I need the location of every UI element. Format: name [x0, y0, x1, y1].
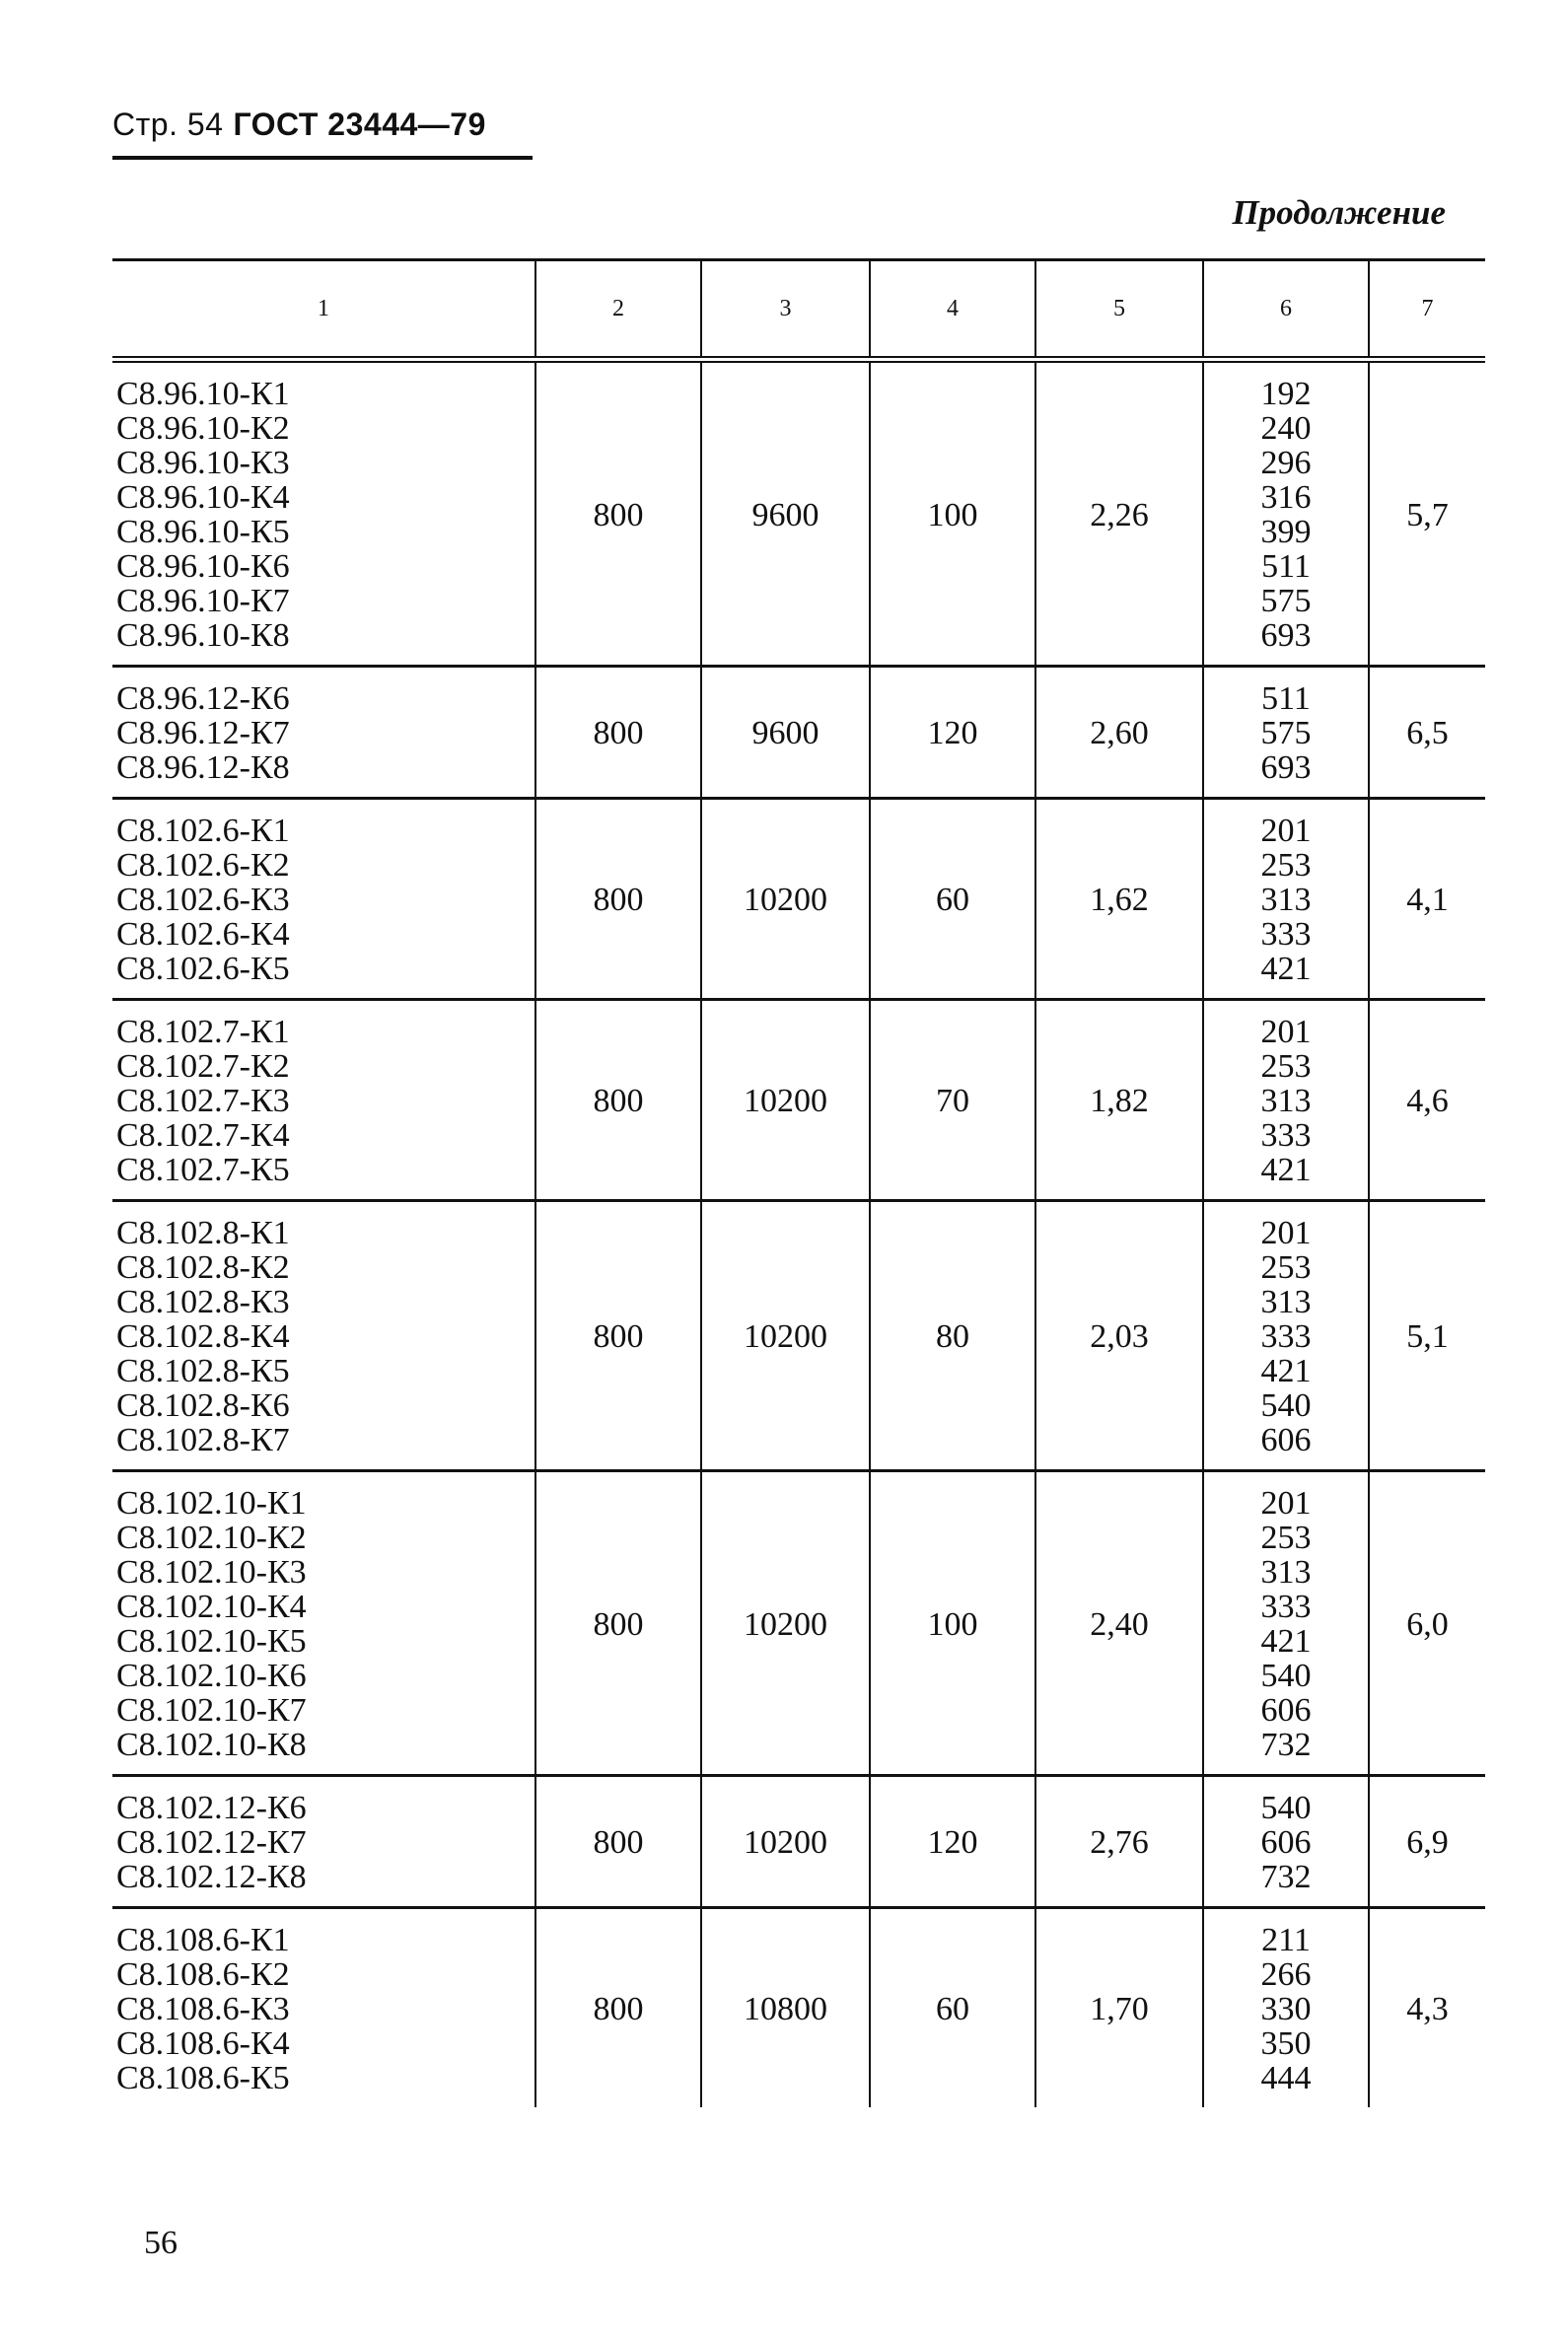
- mark-code: С8.96.10-К4: [116, 479, 290, 516]
- mark-code: С8.108.6-К4: [116, 2025, 290, 2062]
- mark-code: С8.102.7-К4: [116, 1117, 290, 1154]
- mark-code: С8.108.6-К5: [116, 2060, 290, 2096]
- spec-table: [112, 258, 1485, 2107]
- cell-marks: [112, 1908, 535, 2108]
- column-header: 1: [112, 260, 535, 360]
- table-body: [112, 360, 1485, 2108]
- mark-code: С8.102.6-К2: [116, 847, 290, 884]
- load-value: 421: [1260, 1152, 1312, 1188]
- cell-c3: 10200: [701, 1471, 870, 1776]
- mark-code: С8.102.12-К6: [116, 1790, 307, 1826]
- load-value: 350: [1260, 2025, 1312, 2062]
- cell-c6: [1203, 1776, 1369, 1908]
- cell-c3: 10200: [701, 1000, 870, 1201]
- mark-code: С8.96.12-К6: [116, 680, 290, 717]
- load-value: 693: [1260, 749, 1312, 786]
- load-value: 316: [1260, 479, 1312, 516]
- load-value: 606: [1260, 1422, 1312, 1458]
- load-value: 333: [1260, 916, 1312, 953]
- column-number-row: [112, 260, 1485, 360]
- mark-code: С8.102.7-К3: [116, 1083, 290, 1119]
- cell-marks: [112, 1471, 535, 1776]
- standard-number: ГОСТ 23444—79: [233, 106, 486, 142]
- mark-code: С8.102.12-К8: [116, 1859, 307, 1895]
- mark-code: С8.96.10-К7: [116, 583, 290, 619]
- load-value: 201: [1260, 1485, 1312, 1522]
- table-row: [112, 667, 1485, 799]
- column-header: 3: [701, 260, 870, 360]
- cell-c3: 10800: [701, 1908, 870, 2108]
- cell-c5: 2,60: [1035, 667, 1203, 799]
- cell-c4: 120: [870, 667, 1035, 799]
- mark-code: С8.102.7-К1: [116, 1014, 290, 1050]
- cell-c2: 800: [535, 1908, 701, 2108]
- load-value: 333: [1260, 1589, 1312, 1625]
- continuation-label: Продолжение: [1232, 193, 1446, 232]
- column-header: 2: [535, 260, 701, 360]
- cell-c5: 2,26: [1035, 360, 1203, 667]
- mark-code: С8.102.7-К5: [116, 1152, 290, 1188]
- mark-code: С8.108.6-К1: [116, 1922, 290, 1958]
- mark-code: С8.108.6-К2: [116, 1956, 290, 1993]
- load-value: 511: [1261, 680, 1311, 717]
- load-value: 540: [1260, 1790, 1312, 1826]
- cell-c7: 5,7: [1369, 360, 1485, 667]
- cell-c2: 800: [535, 1000, 701, 1201]
- page-label: Стр. 54: [112, 106, 224, 142]
- mark-code: С8.102.10-К8: [116, 1727, 307, 1763]
- load-value: 201: [1260, 1014, 1312, 1050]
- cell-c5: 2,76: [1035, 1776, 1203, 1908]
- cell-c2: 800: [535, 1201, 701, 1471]
- cell-c2: 800: [535, 667, 701, 799]
- load-value: 253: [1260, 1249, 1312, 1286]
- cell-marks: [112, 667, 535, 799]
- load-value: 313: [1260, 1083, 1312, 1119]
- cell-marks: [112, 1000, 535, 1201]
- cell-c5: 1,62: [1035, 799, 1203, 1000]
- mark-code: С8.102.6-К4: [116, 916, 290, 953]
- load-value: 313: [1260, 1554, 1312, 1591]
- table-row: [112, 360, 1485, 667]
- load-value: 240: [1260, 410, 1312, 447]
- mark-code: С8.96.10-К8: [116, 617, 290, 654]
- cell-c4: 80: [870, 1201, 1035, 1471]
- cell-c5: 1,70: [1035, 1908, 1203, 2108]
- table-row: [112, 1776, 1485, 1908]
- mark-code: С8.102.12-К7: [116, 1824, 307, 1861]
- load-value: 606: [1260, 1692, 1312, 1729]
- cell-marks: [112, 1776, 535, 1908]
- cell-c3: 10200: [701, 799, 870, 1000]
- mark-code: С8.102.6-К1: [116, 813, 290, 849]
- mark-code: С8.102.8-К3: [116, 1284, 290, 1320]
- page-header: [112, 106, 486, 143]
- cell-c6: [1203, 1000, 1369, 1201]
- load-value: 253: [1260, 847, 1312, 884]
- mark-code: С8.102.7-К2: [116, 1048, 290, 1085]
- load-value: 421: [1260, 1623, 1312, 1660]
- load-value: 333: [1260, 1318, 1312, 1355]
- load-value: 313: [1260, 882, 1312, 918]
- table-row: [112, 1908, 1485, 2108]
- column-header: 7: [1369, 260, 1485, 360]
- load-value: 296: [1260, 445, 1312, 481]
- mark-code: С8.102.8-К4: [116, 1318, 290, 1355]
- load-value: 540: [1260, 1387, 1312, 1424]
- load-value: 732: [1260, 1859, 1312, 1895]
- mark-code: С8.102.6-К3: [116, 882, 290, 918]
- mark-code: С8.102.10-К2: [116, 1520, 307, 1556]
- mark-code: С8.96.10-К3: [116, 445, 290, 481]
- mark-code: С8.102.8-К6: [116, 1387, 290, 1424]
- cell-c2: 800: [535, 799, 701, 1000]
- page-number: 56: [144, 2225, 178, 2261]
- mark-code: С8.96.10-К5: [116, 514, 290, 550]
- cell-c6: [1203, 1201, 1369, 1471]
- cell-c6: [1203, 667, 1369, 799]
- cell-c7: 6,0: [1369, 1471, 1485, 1776]
- load-value: 540: [1260, 1658, 1312, 1694]
- cell-c6: [1203, 360, 1369, 667]
- cell-c2: 800: [535, 1471, 701, 1776]
- load-value: 192: [1260, 376, 1312, 412]
- cell-c3: 10200: [701, 1776, 870, 1908]
- mark-code: С8.96.12-К8: [116, 749, 290, 786]
- cell-marks: [112, 799, 535, 1000]
- mark-code: С8.102.10-К5: [116, 1623, 307, 1660]
- cell-c4: 100: [870, 1471, 1035, 1776]
- table-row: [112, 1201, 1485, 1471]
- load-value: 253: [1260, 1520, 1312, 1556]
- cell-c5: 1,82: [1035, 1000, 1203, 1201]
- mark-code: С8.102.8-К5: [116, 1353, 290, 1389]
- cell-c3: 9600: [701, 667, 870, 799]
- mark-code: С8.96.10-К2: [116, 410, 290, 447]
- load-value: 575: [1260, 583, 1312, 619]
- table-row: [112, 1471, 1485, 1776]
- load-value: 575: [1260, 715, 1312, 751]
- cell-c3: 9600: [701, 360, 870, 667]
- table-row: [112, 1000, 1485, 1201]
- mark-code: С8.102.10-К7: [116, 1692, 307, 1729]
- cell-c4: 120: [870, 1776, 1035, 1908]
- load-value: 511: [1261, 548, 1311, 585]
- mark-code: С8.96.10-К1: [116, 376, 290, 412]
- load-value: 330: [1260, 1991, 1312, 2027]
- load-value: 201: [1260, 813, 1312, 849]
- cell-c5: 2,40: [1035, 1471, 1203, 1776]
- mark-code: С8.102.10-К1: [116, 1485, 307, 1522]
- cell-c4: 70: [870, 1000, 1035, 1201]
- cell-marks: [112, 1201, 535, 1471]
- cell-c7: 6,5: [1369, 667, 1485, 799]
- load-value: 253: [1260, 1048, 1312, 1085]
- mark-code: С8.102.10-К3: [116, 1554, 307, 1591]
- cell-c7: 6,9: [1369, 1776, 1485, 1908]
- mark-code: С8.102.6-К5: [116, 951, 290, 987]
- table-row: [112, 799, 1485, 1000]
- cell-c2: 800: [535, 360, 701, 667]
- mark-code: С8.102.8-К1: [116, 1215, 290, 1251]
- cell-c3: 10200: [701, 1201, 870, 1471]
- cell-c6: [1203, 1471, 1369, 1776]
- cell-marks: [112, 360, 535, 667]
- mark-code: С8.96.12-К7: [116, 715, 290, 751]
- load-value: 421: [1260, 951, 1312, 987]
- load-value: 693: [1260, 617, 1312, 654]
- load-value: 211: [1261, 1922, 1311, 1958]
- load-value: 266: [1260, 1956, 1312, 1993]
- cell-c5: 2,03: [1035, 1201, 1203, 1471]
- cell-c4: 100: [870, 360, 1035, 667]
- cell-c4: 60: [870, 799, 1035, 1000]
- load-value: 333: [1260, 1117, 1312, 1154]
- cell-c4: 60: [870, 1908, 1035, 2108]
- load-value: 732: [1260, 1727, 1312, 1763]
- mark-code: С8.102.8-К7: [116, 1422, 290, 1458]
- cell-c7: 4,6: [1369, 1000, 1485, 1201]
- cell-c6: [1203, 799, 1369, 1000]
- load-value: 399: [1260, 514, 1312, 550]
- cell-c2: 800: [535, 1776, 701, 1908]
- mark-code: С8.108.6-К3: [116, 1991, 290, 2027]
- cell-c7: 4,1: [1369, 799, 1485, 1000]
- load-value: 313: [1260, 1284, 1312, 1320]
- load-value: 606: [1260, 1824, 1312, 1861]
- column-header: 5: [1035, 260, 1203, 360]
- mark-code: С8.96.10-К6: [116, 548, 290, 585]
- load-value: 421: [1260, 1353, 1312, 1389]
- mark-code: С8.102.10-К6: [116, 1658, 307, 1694]
- cell-c7: 5,1: [1369, 1201, 1485, 1471]
- mark-code: С8.102.8-К2: [116, 1249, 290, 1286]
- column-header: 6: [1203, 260, 1369, 360]
- load-value: 201: [1260, 1215, 1312, 1251]
- column-header: 4: [870, 260, 1035, 360]
- cell-c7: 4,3: [1369, 1908, 1485, 2108]
- load-value: 444: [1260, 2060, 1312, 2096]
- cell-c6: [1203, 1908, 1369, 2108]
- header-rule: [112, 156, 533, 160]
- mark-code: С8.102.10-К4: [116, 1589, 307, 1625]
